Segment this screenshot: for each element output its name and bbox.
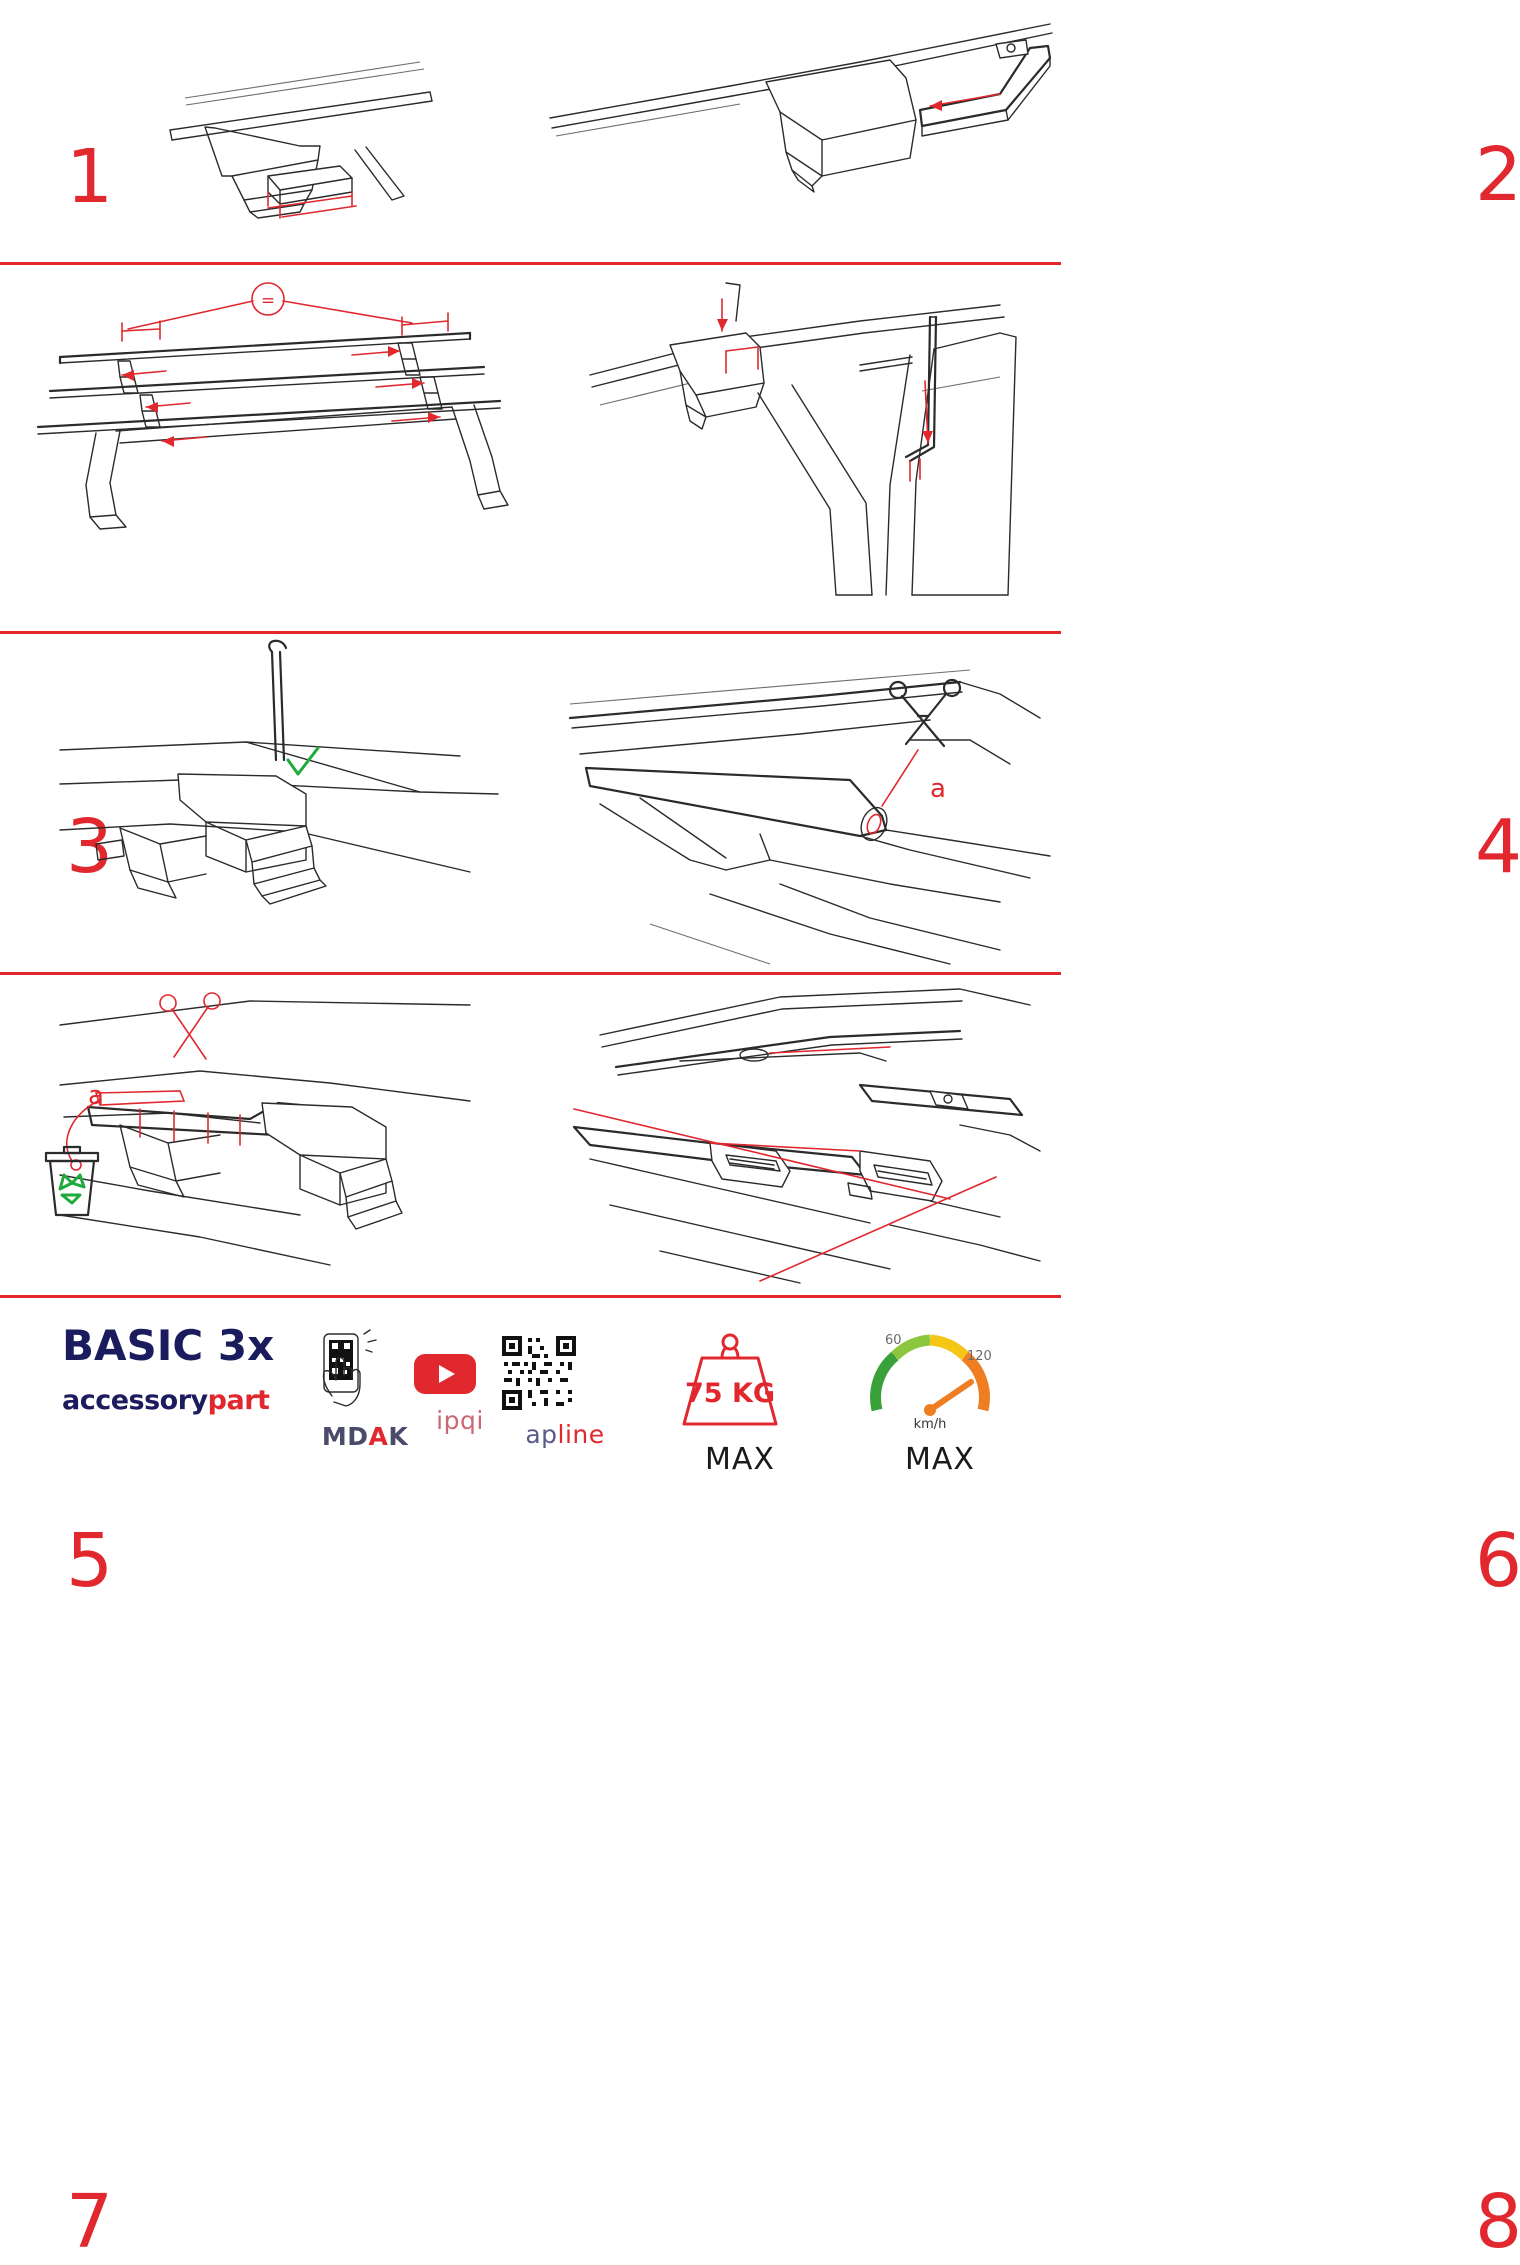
max-load-value: 75 KG xyxy=(684,1378,776,1409)
brand-sub-prefix: accessory xyxy=(62,1385,208,1416)
brand-title-suffix: x xyxy=(247,1321,275,1370)
brand-title-text: BASIC 3 xyxy=(62,1321,248,1370)
step-8-illustration xyxy=(530,975,1061,1295)
gauge-tick-120: 120 xyxy=(967,1349,992,1364)
max-load-block xyxy=(660,1320,820,1477)
step-1-illustration xyxy=(0,0,530,262)
step-number-1: 1 xyxy=(66,134,112,220)
mdak-suffix: K xyxy=(388,1422,409,1451)
logo-ipqi-caption: ipqi xyxy=(436,1406,484,1435)
speedometer-icon xyxy=(855,1318,1005,1438)
step-number-8: 8 xyxy=(1475,2179,1520,2265)
brand-block xyxy=(62,1321,275,1416)
label-a-step7: a xyxy=(88,1081,104,1111)
logo-row xyxy=(300,1328,605,1468)
weight-icon xyxy=(660,1320,800,1438)
divider-4 xyxy=(0,1295,1061,1298)
hand-phone-qr-icon xyxy=(310,1328,400,1414)
brand-sub-suffix: part xyxy=(207,1385,270,1416)
brand-title xyxy=(62,1321,275,1370)
youtube-icon[interactable] xyxy=(410,1348,480,1398)
step-panel-2 xyxy=(530,0,1520,262)
apline-accent: line xyxy=(557,1420,605,1449)
label-a-step6: a xyxy=(930,774,946,804)
step-5-illustration xyxy=(0,634,530,972)
step-number-6: 6 xyxy=(1475,1518,1520,1604)
max-load-label: MAX xyxy=(705,1442,775,1477)
logo-mdak-caption xyxy=(310,1422,420,1451)
qr-code-icon[interactable] xyxy=(500,1334,578,1412)
step-2-illustration xyxy=(530,0,1061,262)
max-speed-label: MAX xyxy=(905,1442,975,1477)
logo-mdak xyxy=(310,1328,420,1451)
step-number-2: 2 xyxy=(1475,132,1520,218)
step-number-3: 3 xyxy=(66,804,112,890)
equals-symbol: = xyxy=(260,291,276,311)
brand-subtitle xyxy=(62,1385,274,1416)
logo-ipqi[interactable] xyxy=(410,1348,510,1435)
step-number-5: 5 xyxy=(66,1518,112,1604)
footer xyxy=(0,1300,1061,1500)
step-number-4: 4 xyxy=(1475,804,1520,890)
step-number-7: 7 xyxy=(66,2179,112,2265)
gauge-tick-60: 60 xyxy=(885,1333,902,1348)
max-speed-block xyxy=(855,1318,1025,1477)
step-6-illustration xyxy=(530,634,1061,972)
step-7-illustration xyxy=(0,975,530,1295)
speed-unit: km/h xyxy=(913,1417,947,1432)
logo-apline[interactable] xyxy=(500,1334,630,1449)
step-4-illustration xyxy=(530,265,1061,631)
mdak-accent: A xyxy=(368,1422,389,1451)
step-panel-1 xyxy=(0,0,530,262)
apline-prefix: ap xyxy=(525,1420,558,1449)
step-panel-4 xyxy=(530,265,1520,890)
step-panel-3 xyxy=(0,265,530,890)
logo-apline-caption xyxy=(500,1420,630,1449)
step-3-illustration xyxy=(0,265,530,631)
mdak-prefix: MD xyxy=(321,1422,369,1451)
